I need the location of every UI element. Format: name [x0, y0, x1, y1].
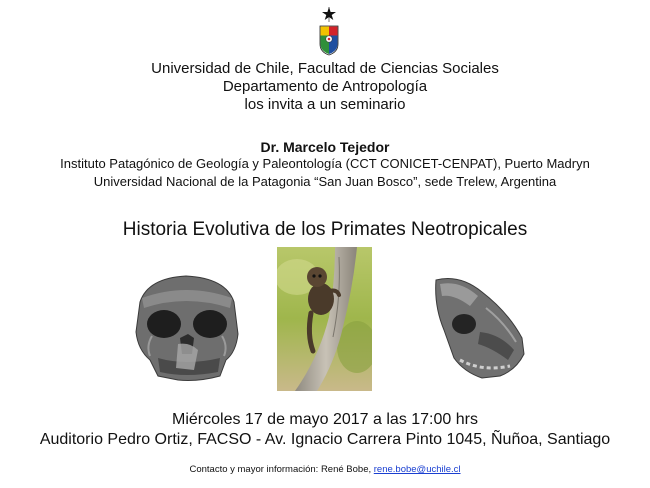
header-line-department: Departamento de Antropología	[222, 78, 428, 95]
header-line-invitation: los invita a un seminario	[244, 96, 406, 113]
event-venue: Auditorio Pedro Ortiz, FACSO - Av. Ignacio Carrera Pinto 1045, Ñuñoa, Santiago	[39, 431, 611, 448]
contact-email-link[interactable]: rene.bobe@uchile.cl	[373, 464, 461, 475]
seminar-title: Historia Evolutiva de los Primates Neotropicales	[122, 219, 528, 240]
contact-line	[0, 463, 650, 477]
event-date: Miércoles 17 de mayo 2017 a las 17:00 hrs	[172, 411, 478, 428]
speaker-affiliation-1: Instituto Patagónico de Geología y Paleontología (CCT CONICET-CENPAT), Puerto Madryn	[60, 156, 590, 171]
speaker-name: Dr. Marcelo Tejedor	[260, 139, 390, 155]
monkey-on-tree-photo	[277, 247, 372, 391]
university-crest-logo	[315, 6, 343, 56]
contact-label: Contacto y mayor información: René Bobe,	[189, 464, 374, 475]
skull-front-view-image	[128, 272, 246, 384]
speaker-affiliation-2: Universidad Nacional de la Patagonia “San Juan Bosco”, sede Trelew, Argentina	[93, 174, 557, 189]
header-line-university: Universidad de Chile, Facultad de Ciencias Sociales	[151, 60, 499, 77]
skull-side-view-image	[430, 272, 528, 382]
